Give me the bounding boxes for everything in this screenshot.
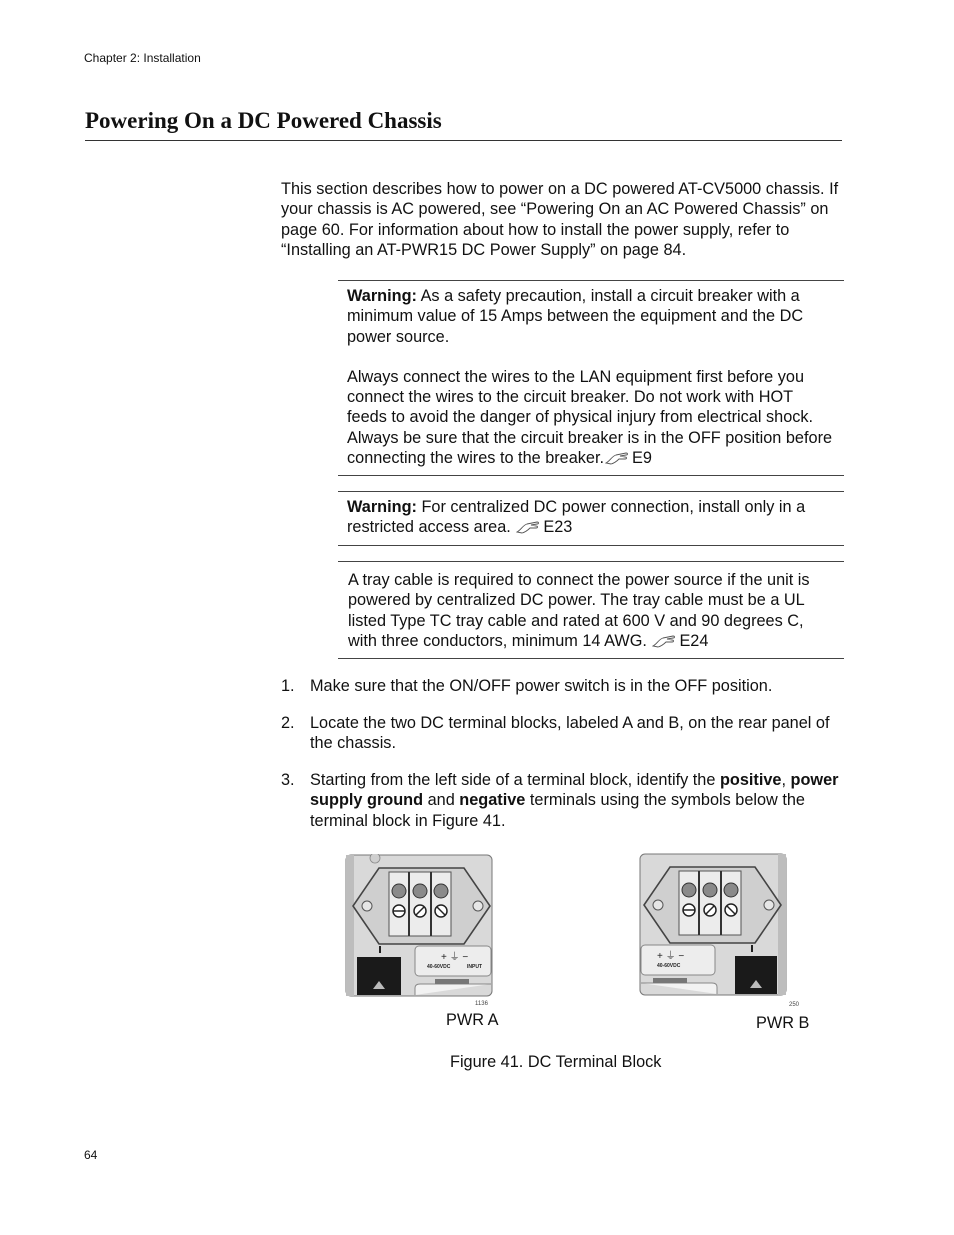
- warning-2-label: Warning:: [347, 498, 417, 516]
- warning-1-text-1: As a safety precaution, install a circuit breaker with a minimum value of 15 Amps between the equipment and the DC power source.: [347, 287, 804, 346]
- warning-2-text: For centralized DC power connection, install only in a restricted access area.: [347, 498, 806, 537]
- svg-text:+ ⏚ −: + ⏚ −: [441, 952, 469, 963]
- panel-a-voltage: 40-60VDC: [427, 964, 451, 970]
- pwr-a-label: PWR A: [446, 1011, 499, 1029]
- term-ground: power supply ground: [310, 771, 839, 810]
- panel-b-voltage: 40-60VDC: [657, 963, 681, 969]
- warning-1-label: Warning:: [347, 287, 417, 305]
- step-3-text-b: ,: [781, 771, 791, 789]
- figure-code-b: 250: [789, 1002, 800, 1008]
- svg-text:+ ⏚ −: + ⏚ −: [657, 951, 685, 962]
- warning-1-paragraph-2: [347, 367, 834, 468]
- pointing-hand-icon: [652, 634, 678, 648]
- warning-1-paragraph-1: [347, 286, 834, 347]
- note-paragraph: [348, 570, 834, 651]
- page-title: Powering On a DC Powered Chassis: [85, 108, 442, 133]
- warning-1-text-2: Always connect the wires to the LAN equipment first before you connect the wires to the circuit breaker. Do not work with HOT feeds to avoid the danger of physical injury from electrical shock. Always be sure that the circuit breaker is in the OFF position before connecting the wires to the breaker.: [347, 367, 833, 468]
- step-3-text-a: Starting from the left side of a terminal block, identify the: [310, 771, 720, 789]
- warning-box-2: [338, 491, 844, 546]
- pointing-hand-icon: [605, 451, 631, 465]
- note-box: [338, 561, 844, 659]
- chapter-header: Chapter 2: Installation: [84, 51, 201, 65]
- title-divider: [85, 140, 842, 141]
- terminal-block-b-illustration: [639, 853, 788, 996]
- warning-1-code: E9: [632, 449, 652, 468]
- figure-caption: Figure 41. DC Terminal Block: [450, 1053, 662, 1071]
- term-positive: positive: [719, 771, 782, 789]
- page-number: 64: [84, 1148, 98, 1162]
- note-text: A tray cable is required to connect the power source if the unit is powered by centralized DC power. The tray cable must be a UL listed Type TC tray cable and rated at 600 V and 90 degrees C, with three conductors, minimum 14 AWG.: [348, 571, 810, 650]
- step-text: Make sure that the ON/OFF power switch is in the OFF position.: [310, 677, 773, 695]
- warning-box-1: [338, 280, 844, 476]
- panel-a-input: INPUT: [467, 964, 482, 970]
- step-text: [310, 770, 846, 831]
- warning-2-code: E23: [543, 518, 573, 537]
- figure-code-a: 1136: [475, 1001, 488, 1007]
- pwr-b-label: PWR B: [756, 1014, 810, 1032]
- intro-paragraph: This section describes how to power on a DC powered AT-CV5000 chassis. If your chassis is AC powered, see “Powering On an AC Powered Chassis” on page 60. For information about how to install the power supply, refer to “Installing an AT-PWR15 DC Power Supply” on page 84.: [281, 180, 839, 259]
- term-negative: negative: [459, 791, 526, 810]
- pointing-hand-icon: [516, 520, 542, 534]
- terminal-block-a-illustration: [345, 854, 493, 997]
- warning-2-paragraph: [347, 497, 834, 538]
- step-number: 3.: [281, 771, 295, 789]
- step-number: 1.: [281, 677, 295, 695]
- step-3-text-d: terminals using the symbols below the terminal block in Figure 41.: [310, 791, 805, 830]
- note-code: E24: [679, 631, 709, 650]
- step-text: Locate the two DC terminal blocks, labeled A and B, on the rear panel of the chassis.: [310, 714, 830, 753]
- step-number: 2.: [281, 714, 295, 732]
- step-3-text-c: and: [423, 791, 460, 810]
